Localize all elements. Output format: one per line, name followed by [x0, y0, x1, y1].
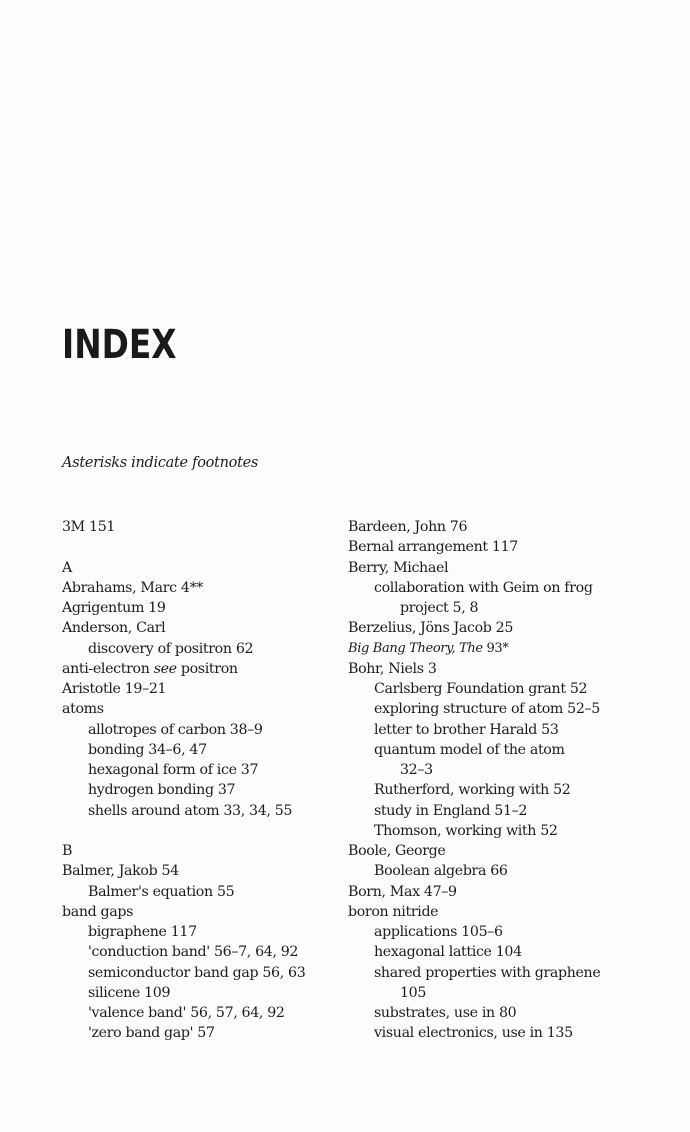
- index-entry: Abrahams, Marc 4**: [62, 579, 204, 596]
- index-entry: Balmer, Jakob 54: [62, 863, 179, 880]
- index-subentry: 'valence band' 56, 57, 64, 92: [88, 1005, 285, 1021]
- index-subentry: bigraphene 117: [88, 924, 197, 940]
- index-entry: [62, 659, 332, 679]
- index-entry: Bohr, Niels 3: [348, 660, 437, 677]
- index-subentry: 'zero band gap' 57: [88, 1025, 215, 1042]
- letter-heading-a: A: [62, 559, 72, 576]
- index-entry: Bernal arrangement 117: [348, 539, 518, 556]
- index-subentry: discovery of positron 62: [88, 640, 254, 657]
- page-title: INDEX: [62, 322, 177, 368]
- index-subentry: Rutherford, working with 52: [374, 782, 571, 799]
- index-entry: Anderson, Carl: [62, 620, 166, 637]
- index-subentry: letter to brother Harald 53: [374, 721, 559, 738]
- index-subentry-continued: project 5, 8: [400, 600, 479, 616]
- index-subentry: exploring structure of atom 52–5: [374, 701, 600, 718]
- index-entry: [348, 639, 648, 659]
- index-subentry: substrates, use in 80: [374, 1005, 517, 1021]
- index-subentry: semiconductor band gap 56, 63: [88, 964, 306, 981]
- index-subentry: Boolean algebra 66: [374, 863, 508, 880]
- index-entry: Berry, Michael: [348, 559, 449, 576]
- index-subentry: Balmer's equation 55: [88, 883, 235, 900]
- index-entry: band gaps: [62, 903, 134, 920]
- index-column-left: [62, 517, 332, 1044]
- index-subentry: visual electronics, use in 135: [374, 1025, 573, 1042]
- index-entry: atoms: [62, 701, 104, 718]
- entry-text: 93*: [482, 640, 509, 656]
- index-subentry: Carlsberg Foundation grant 52: [374, 681, 588, 697]
- index-subentry-continued: 32–3: [400, 762, 433, 778]
- index-entry: boron nitride: [348, 903, 439, 920]
- index-entry: Bardeen, John 76: [348, 519, 468, 535]
- letter-heading-b: B: [62, 843, 73, 859]
- index-subentry: hydrogen bonding 37: [88, 782, 236, 799]
- index-column-right: [348, 517, 648, 1044]
- index-entry: Boole, George: [348, 843, 446, 859]
- entry-text: positron: [176, 660, 238, 677]
- index-entry: Born, Max 47–9: [348, 883, 457, 900]
- index-subentry: hexagonal lattice 104: [374, 944, 522, 961]
- index-entry: Aristotle 19–21: [62, 681, 167, 697]
- index-subentry: bonding 34–6, 47: [88, 741, 207, 758]
- index-entry: 3M 151: [62, 519, 116, 535]
- index-subentry: hexagonal form of ice 37: [88, 762, 259, 778]
- index-subentry: Thomson, working with 52: [374, 822, 558, 839]
- entry-text: anti-electron: [62, 660, 154, 677]
- index-subentry: 'conduction band' 56–7, 64, 92: [88, 944, 299, 961]
- index-subentry: study in England 51–2: [374, 802, 528, 819]
- index-entry: Agrigentum 19: [62, 600, 166, 616]
- index-subentry: shared properties with graphene: [374, 964, 601, 981]
- index-subentry-continued: 105: [400, 984, 427, 1001]
- index-subentry: quantum model of the atom: [374, 741, 565, 758]
- index-subentry: silicene 109: [88, 984, 171, 1001]
- index-subentry: collaboration with Geim on frog: [374, 579, 593, 596]
- title-reference: Big Bang Theory, The: [348, 640, 483, 656]
- see-reference: see: [153, 660, 177, 677]
- footnote-note: Asterisks indicate footnotes: [62, 455, 259, 471]
- index-subentry: applications 105–6: [374, 924, 503, 940]
- index-subentry: allotropes of carbon 38–9: [88, 721, 263, 738]
- index-entry: Berzelius, Jöns Jacob 25: [348, 620, 514, 637]
- index-subentry: shells around atom 33, 34, 55: [88, 802, 293, 819]
